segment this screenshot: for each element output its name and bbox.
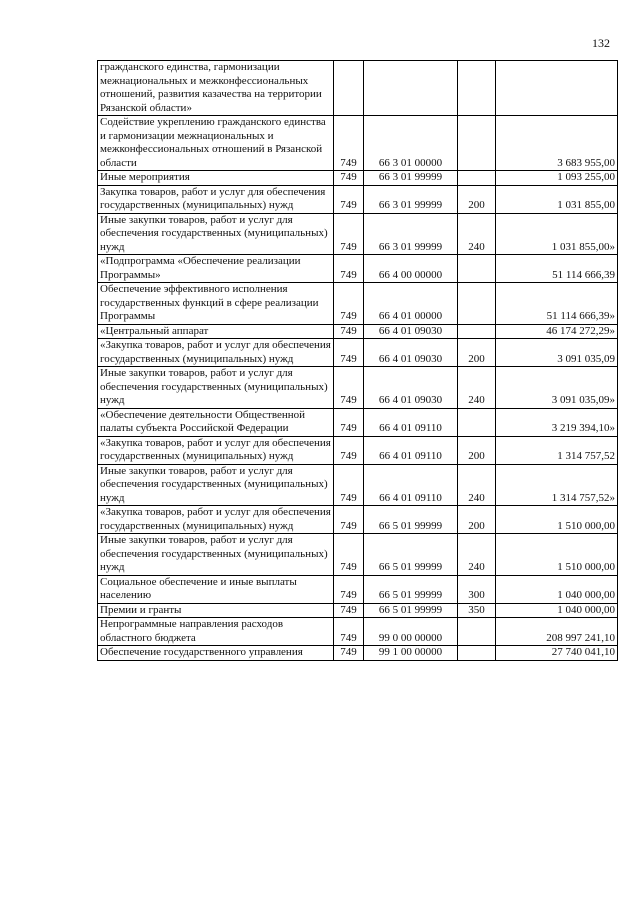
row-expense-type-cell: 200 bbox=[458, 506, 496, 534]
row-department-code-cell: 749 bbox=[334, 213, 364, 255]
page-number: 132 bbox=[592, 36, 610, 50]
row-classification-code-cell: 66 4 01 09110 bbox=[364, 408, 458, 436]
row-expense-type-cell: 240 bbox=[458, 367, 496, 409]
row-expense-type-cell bbox=[458, 171, 496, 186]
row-department-code-cell: 749 bbox=[334, 171, 364, 186]
row-name-cell: Иные закупки товаров, работ и услуг для обеспечения государственных (муниципальных) нужд bbox=[98, 213, 334, 255]
row-name-cell: «Закупка товаров, работ и услуг для обеспечения государственных (муниципальных) нужд bbox=[98, 436, 334, 464]
row-name-cell: Обеспечение эффективного исполнения государственных функций в сфере реализации Программы bbox=[98, 283, 334, 325]
table-row bbox=[98, 618, 618, 646]
row-name-cell: Иные закупки товаров, работ и услуг для обеспечения государственных (муниципальных) нужд bbox=[98, 534, 334, 576]
row-name-cell: Непрограммные направления расходов областного бюджета bbox=[98, 618, 334, 646]
row-expense-type-cell: 240 bbox=[458, 534, 496, 576]
row-expense-type-cell: 240 bbox=[458, 464, 496, 506]
row-expense-type-cell: 300 bbox=[458, 575, 496, 603]
row-amount-cell: 3 683 955,00 bbox=[496, 116, 618, 171]
row-classification-code-cell: 66 4 01 09030 bbox=[364, 339, 458, 367]
row-name-cell: Иные закупки товаров, работ и услуг для обеспечения государственных (муниципальных) нужд bbox=[98, 464, 334, 506]
table-row bbox=[98, 506, 618, 534]
row-amount-cell: 1 510 000,00 bbox=[496, 506, 618, 534]
row-amount-cell: 1 040 000,00 bbox=[496, 603, 618, 618]
row-department-code-cell: 749 bbox=[334, 534, 364, 576]
row-department-code-cell: 749 bbox=[334, 575, 364, 603]
row-department-code-cell: 749 bbox=[334, 464, 364, 506]
table-row bbox=[98, 213, 618, 255]
row-expense-type-cell bbox=[458, 646, 496, 661]
row-classification-code-cell: 66 5 01 99999 bbox=[364, 603, 458, 618]
row-department-code-cell: 749 bbox=[334, 367, 364, 409]
row-amount-cell: 3 091 035,09» bbox=[496, 367, 618, 409]
row-classification-code-cell: 66 4 00 00000 bbox=[364, 255, 458, 283]
table-row bbox=[98, 171, 618, 186]
row-expense-type-cell bbox=[458, 324, 496, 339]
table-row bbox=[98, 185, 618, 213]
row-classification-code-cell: 66 4 01 09030 bbox=[364, 324, 458, 339]
row-classification-code-cell: 66 4 01 09030 bbox=[364, 367, 458, 409]
budget-table bbox=[97, 60, 618, 661]
table-row bbox=[98, 116, 618, 171]
row-expense-type-cell: 200 bbox=[458, 339, 496, 367]
row-name-cell: «Закупка товаров, работ и услуг для обеспечения государственных (муниципальных) нужд bbox=[98, 506, 334, 534]
row-amount-cell bbox=[496, 61, 618, 116]
row-classification-code-cell: 66 5 01 99999 bbox=[364, 575, 458, 603]
table-row bbox=[98, 534, 618, 576]
table-row bbox=[98, 324, 618, 339]
row-department-code-cell: 749 bbox=[334, 116, 364, 171]
table-row bbox=[98, 464, 618, 506]
row-name-cell: Обеспечение государственного управления bbox=[98, 646, 334, 661]
row-classification-code-cell: 66 4 01 09110 bbox=[364, 436, 458, 464]
row-amount-cell: 1 031 855,00 bbox=[496, 185, 618, 213]
row-amount-cell: 1 031 855,00» bbox=[496, 213, 618, 255]
row-amount-cell: 1 093 255,00 bbox=[496, 171, 618, 186]
table-row bbox=[98, 339, 618, 367]
row-classification-code-cell: 66 3 01 99999 bbox=[364, 185, 458, 213]
row-expense-type-cell: 240 bbox=[458, 213, 496, 255]
row-amount-cell: 3 091 035,09 bbox=[496, 339, 618, 367]
row-classification-code-cell: 66 4 01 09110 bbox=[364, 464, 458, 506]
row-classification-code-cell: 99 0 00 00000 bbox=[364, 618, 458, 646]
row-classification-code-cell: 99 1 00 00000 bbox=[364, 646, 458, 661]
row-name-cell: Социальное обеспечение и иные выплаты населению bbox=[98, 575, 334, 603]
table-row bbox=[98, 367, 618, 409]
row-department-code-cell: 749 bbox=[334, 283, 364, 325]
row-department-code-cell: 749 bbox=[334, 618, 364, 646]
row-amount-cell: 51 114 666,39 bbox=[496, 255, 618, 283]
row-expense-type-cell: 200 bbox=[458, 185, 496, 213]
row-name-cell: «Обеспечение деятельности Общественной палаты субъекта Российской Федерации bbox=[98, 408, 334, 436]
row-name-cell: Иные закупки товаров, работ и услуг для обеспечения государственных (муниципальных) нужд bbox=[98, 367, 334, 409]
table-row bbox=[98, 283, 618, 325]
row-department-code-cell: 749 bbox=[334, 324, 364, 339]
row-amount-cell: 1 040 000,00 bbox=[496, 575, 618, 603]
row-name-cell: «Подпрограмма «Обеспечение реализации Программы» bbox=[98, 255, 334, 283]
table-row bbox=[98, 646, 618, 661]
row-classification-code-cell: 66 4 01 00000 bbox=[364, 283, 458, 325]
row-expense-type-cell bbox=[458, 618, 496, 646]
row-department-code-cell: 749 bbox=[334, 603, 364, 618]
row-amount-cell: 27 740 041,10 bbox=[496, 646, 618, 661]
row-expense-type-cell: 350 bbox=[458, 603, 496, 618]
table-row bbox=[98, 575, 618, 603]
row-expense-type-cell bbox=[458, 283, 496, 325]
row-classification-code-cell: 66 3 01 00000 bbox=[364, 116, 458, 171]
row-classification-code-cell: 66 3 01 99999 bbox=[364, 213, 458, 255]
table-row bbox=[98, 408, 618, 436]
row-name-cell: Премии и гранты bbox=[98, 603, 334, 618]
row-expense-type-cell: 200 bbox=[458, 436, 496, 464]
row-name-cell: гражданского единства, гармонизации межнациональных и межконфессиональных отношений, развития казачества на территории Рязанской области» bbox=[98, 61, 334, 116]
row-classification-code-cell: 66 5 01 99999 bbox=[364, 534, 458, 576]
row-amount-cell: 1 314 757,52 bbox=[496, 436, 618, 464]
row-department-code-cell: 749 bbox=[334, 436, 364, 464]
table-row bbox=[98, 603, 618, 618]
row-name-cell: «Закупка товаров, работ и услуг для обеспечения государственных (муниципальных) нужд bbox=[98, 339, 334, 367]
row-department-code-cell: 749 bbox=[334, 506, 364, 534]
row-department-code-cell: 749 bbox=[334, 255, 364, 283]
row-department-code-cell: 749 bbox=[334, 408, 364, 436]
row-classification-code-cell: 66 3 01 99999 bbox=[364, 171, 458, 186]
row-expense-type-cell bbox=[458, 61, 496, 116]
row-amount-cell: 3 219 394,10» bbox=[496, 408, 618, 436]
budget-table-body bbox=[98, 61, 618, 661]
row-expense-type-cell bbox=[458, 116, 496, 171]
row-expense-type-cell bbox=[458, 408, 496, 436]
row-expense-type-cell bbox=[458, 255, 496, 283]
row-amount-cell: 1 314 757,52» bbox=[496, 464, 618, 506]
row-amount-cell: 46 174 272,29» bbox=[496, 324, 618, 339]
row-name-cell: «Центральный аппарат bbox=[98, 324, 334, 339]
row-department-code-cell bbox=[334, 61, 364, 116]
table-row bbox=[98, 436, 618, 464]
table-row bbox=[98, 61, 618, 116]
row-name-cell: Закупка товаров, работ и услуг для обеспечения государственных (муниципальных) нужд bbox=[98, 185, 334, 213]
row-amount-cell: 1 510 000,00 bbox=[496, 534, 618, 576]
row-classification-code-cell: 66 5 01 99999 bbox=[364, 506, 458, 534]
row-amount-cell: 208 997 241,10 bbox=[496, 618, 618, 646]
row-classification-code-cell bbox=[364, 61, 458, 116]
row-name-cell: Иные мероприятия bbox=[98, 171, 334, 186]
row-department-code-cell: 749 bbox=[334, 339, 364, 367]
row-name-cell: Содействие укреплению гражданского единства и гармонизации межнациональных и межконфессиональных отношений в Рязанской области bbox=[98, 116, 334, 171]
row-amount-cell: 51 114 666,39» bbox=[496, 283, 618, 325]
table-row bbox=[98, 255, 618, 283]
row-department-code-cell: 749 bbox=[334, 185, 364, 213]
row-department-code-cell: 749 bbox=[334, 646, 364, 661]
